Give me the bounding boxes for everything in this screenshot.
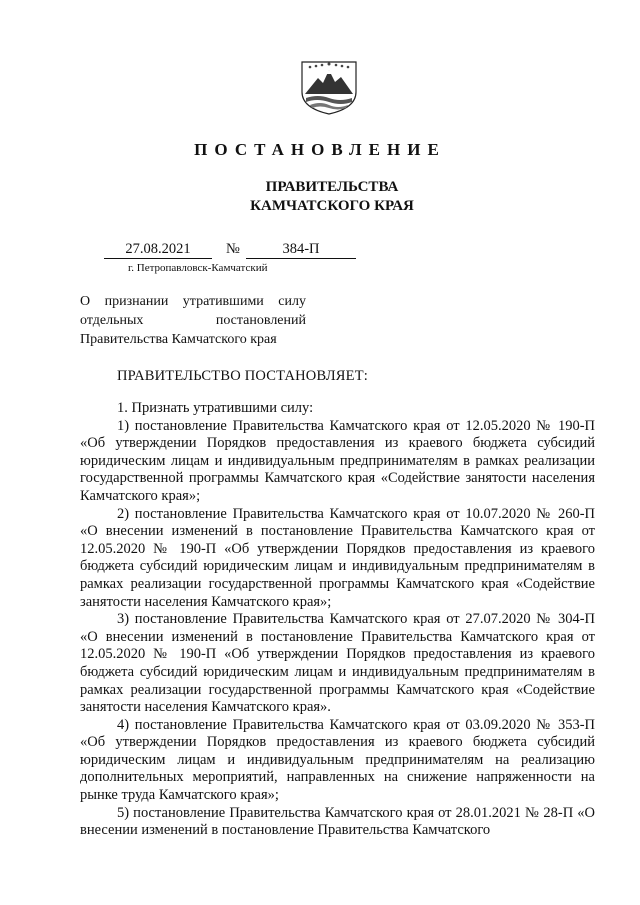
subject-line-3: Правительства Камчатского края: [80, 332, 277, 347]
subject-line-1: О признании утратившими силу: [80, 294, 306, 309]
document-body: [80, 400, 595, 840]
issuer-line-2: КАМЧАТСКОГО КРАЯ: [250, 198, 414, 214]
list-item: 1) постановление Правительства Камчатского края от 12.05.2020 № 190-П «Об утверждении Порядков предоставления из краевого бюджета субсидий юридическим лицам и индивидуальным предпринимателям в рамках реализации государственной программы Камчатского края «Содействие занятости населения Камчатского края»;: [80, 417, 595, 504]
item-intro: 1. Признать утратившими силу:: [117, 400, 314, 416]
list-item: 2) постановление Правительства Камчатского края от 10.07.2020 № 260-П «О внесении изменений в постановление Правительства Камчатского края от 12.05.2020 № 190-П «Об утверждении Порядков предоставления из краевого бюджета субсидий юридическим лицам и индивидуальным предпринимателям в рамках реализации государственной программы Камчатского края «Содействие занятости населения Камчатского края»;: [80, 505, 595, 610]
document-type-title: ПОСТАНОВЛЕНИЕ: [194, 140, 446, 159]
list-item: 5) постановление Правительства Камчатского края от 28.01.2021 № 28-П «О внесении изменений в постановление Правительства Камчатского: [80, 804, 595, 839]
document-date: 27.08.2021: [104, 241, 212, 259]
document-subject: [80, 292, 306, 349]
number-sign: №: [226, 241, 240, 257]
issuer-line-1: ПРАВИТЕЛЬСТВА: [265, 179, 399, 195]
decree-heading: ПРАВИТЕЛЬСТВО ПОСТАНОВЛЯЕТ:: [117, 368, 369, 384]
kamchatka-coat-of-arms-icon: [298, 58, 360, 116]
place-of-issue: г. Петропавловск-Камчатский: [128, 262, 268, 274]
list-item: 3) постановление Правительства Камчатского края от 27.07.2020 № 304-П «О внесении изменений в постановление Правительства Камчатского края от 12.05.2020 № 190-П «Об утверждении Порядков предоставления из краевого бюджета субсидий юридическим лицам и индивидуальным предпринимателям в рамках реализации государственной программы Камчатского края «Содействие занятости населения Камчатского края».: [80, 611, 595, 716]
issuer-name: [0, 178, 640, 216]
list-item: 4) постановление Правительства Камчатского края от 03.09.2020 № 353-П «Об утверждении Порядков предоставления из краевого бюджета субсидий юридическим лицам и индивидуальным предпринимателям на реализацию дополнительных мероприятий, направленных на снижение напряженности на рынке труда Камчатского края»;: [80, 716, 595, 804]
document-number: 384-П: [246, 241, 356, 259]
subject-line-2: отдельных постановлений: [80, 313, 306, 328]
